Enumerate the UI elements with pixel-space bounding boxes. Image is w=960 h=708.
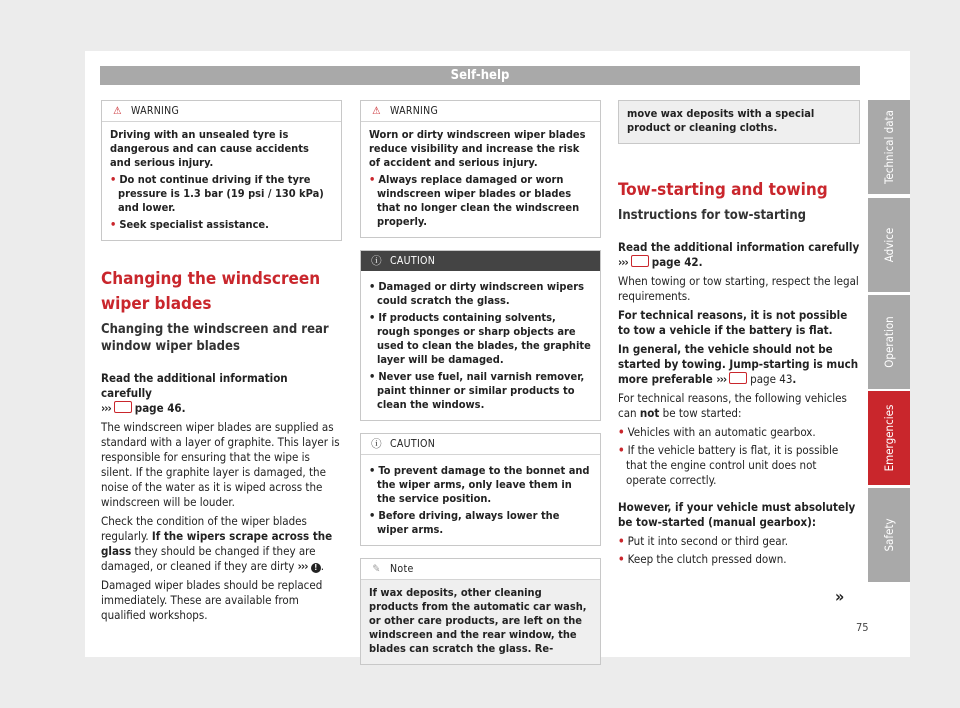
tab-advice[interactable]: Advice [868, 198, 910, 292]
arrow-icon: ››› [716, 372, 727, 386]
book-icon [631, 255, 649, 267]
exclamation-icon: ! [311, 563, 321, 573]
list-item: • If the vehicle battery is flat, it is possible that the engine control unit does not operate correctly. [618, 443, 839, 487]
tab-technical-data[interactable]: Technical data [868, 100, 910, 194]
note-icon: ✎ [372, 563, 381, 575]
caution-icon: ⓘ [371, 438, 382, 450]
section-heading: Changing the windscreen wiper blades [101, 269, 321, 314]
paragraph: However, if your vehicle must absolutely be tow-started (manual gearbox): [618, 500, 856, 529]
list-item: • Never use fuel, nail varnish remover, paint thinner or similar products to clean the windows. [369, 370, 585, 411]
warning-body: Driving with an unsealed tyre is dangerous and can cause accidents and serious injury. • Do not continue driving if the tyre pressure is 1.3 bar (19 psi / 130 kPa) and lower. • Seek specialist assistance. [102, 122, 341, 240]
list-item: • Damaged or dirty windscreen wipers could scratch the glass. [369, 280, 584, 307]
list-item: • Always replace damaged or worn windscreen wiper blades or blades that no longer clean the windscreen properly. [369, 173, 580, 228]
warning-header: ⚠ WARNING [102, 101, 341, 122]
list-item: • To prevent damage to the bonnet and the wiper arms, only leave them in the service position. [369, 464, 590, 505]
list-item: • If products containing solvents, rough sponges or sharp objects are used to clean the blades, the graphite layer will be damaged. [369, 311, 591, 366]
note-continued-box: move wax deposits with a special product or cleaning cloths. [618, 100, 860, 144]
paragraph: For technical reasons, the following vehicles can not be tow started: [618, 391, 847, 420]
section-subheading: Instructions for tow-starting [618, 208, 807, 223]
list-item: • Do not continue driving if the tyre pressure is 1.3 bar (19 psi / 130 kPa) and lower. [110, 173, 324, 214]
page-header: Self-help [100, 66, 860, 85]
column-right [618, 100, 860, 567]
warning-box: ⚠ WARNING Worn or dirty windscreen wiper blades reduce visibility and increase the risk of accident and serious injury. • Always replace damaged or worn windscreen wiper blades or blades that no longer clean the windscreen properly. [360, 100, 601, 238]
caution-box: ⓘ CAUTION • To prevent damage to the bonnet and the wiper arms, only leave them in the service position. • Before driving, always lower the wiper arms. [360, 433, 601, 546]
paragraph: Damaged wiper blades should be replaced immediately. These are available from qualified workshops. [101, 578, 323, 622]
note-box: ✎ Note If wax deposits, other cleaning products from the automatic car wash, or other care products, are left on the windscreen and the rear window, the blades can scratch the glass. Re- [360, 558, 601, 665]
page-link[interactable]: page 46 [134, 401, 182, 415]
tab-safety[interactable]: Safety [868, 488, 910, 582]
page-link[interactable]: page 43 [750, 372, 793, 386]
page-number: 75 [856, 621, 869, 634]
page-link[interactable]: page 42 [651, 255, 699, 269]
caution-box: ⓘ CAUTION • Damaged or dirty windscreen wipers could scratch the glass. • If products containing solvents, rough sponges or sharp objects are used to clean the blades, the graphite layer will be damaged. • Never use fuel, nail varnish remover, paint thinner or similar products to clean the windows. [360, 250, 601, 421]
tab-emergencies[interactable]: Emergencies [868, 391, 910, 485]
arrow-icon: ››› [297, 559, 308, 573]
column-middle [360, 100, 601, 677]
arrow-icon: ››› [101, 401, 111, 415]
book-icon [114, 401, 132, 413]
warning-box [101, 100, 342, 241]
arrow-icon: ››› [618, 255, 628, 269]
list-item: • Seek specialist assistance. [110, 218, 269, 231]
continued-arrow-icon: » [835, 587, 845, 606]
paragraph: For technical reasons, it is not possible to tow a vehicle if the battery is flat. [618, 308, 848, 337]
paragraph: The windscreen wiper blades are supplied as standard with a layer of graphite. This layer is responsible for ensuring that the wipe is silent. If the graphite layer is damaged, the noise of the water as it is wiped across the windscreen will be louder. [101, 420, 340, 509]
warning-triangle-icon: ⚠ [113, 105, 122, 117]
book-icon [729, 372, 747, 384]
read-info: Read the additional information carefully ››› page 46. [101, 371, 288, 415]
section-heading: Tow-starting and towing [618, 180, 828, 200]
column-left [101, 100, 342, 627]
caution-icon: ⓘ [371, 255, 382, 267]
paragraph: When towing or tow starting, respect the legal requirements. [618, 274, 859, 303]
read-info: Read the additional information carefully ››› page 42. [618, 240, 860, 269]
paragraph: In general, the vehicle should not be started by towing. Jump-starting is much more preferable ››› page 43. [618, 342, 859, 386]
list-item: • Before driving, always lower the wiper arms. [369, 509, 560, 536]
list-item: • Put it into second or third gear. [618, 534, 789, 548]
paragraph: Check the condition of the wiper blades regularly. If the wipers scrape across the glass they should be changed if they are damaged, or cleaned if they are dirty ››› ! . [101, 514, 333, 573]
list-item: • Keep the clutch pressed down. [618, 552, 787, 566]
tab-operation[interactable]: Operation [868, 295, 910, 389]
list-item: • Vehicles with an automatic gearbox. [618, 425, 816, 439]
section-subheading: Changing the windscreen and rear window wiper blades [101, 322, 329, 354]
warning-triangle-icon: ⚠ [372, 105, 381, 117]
